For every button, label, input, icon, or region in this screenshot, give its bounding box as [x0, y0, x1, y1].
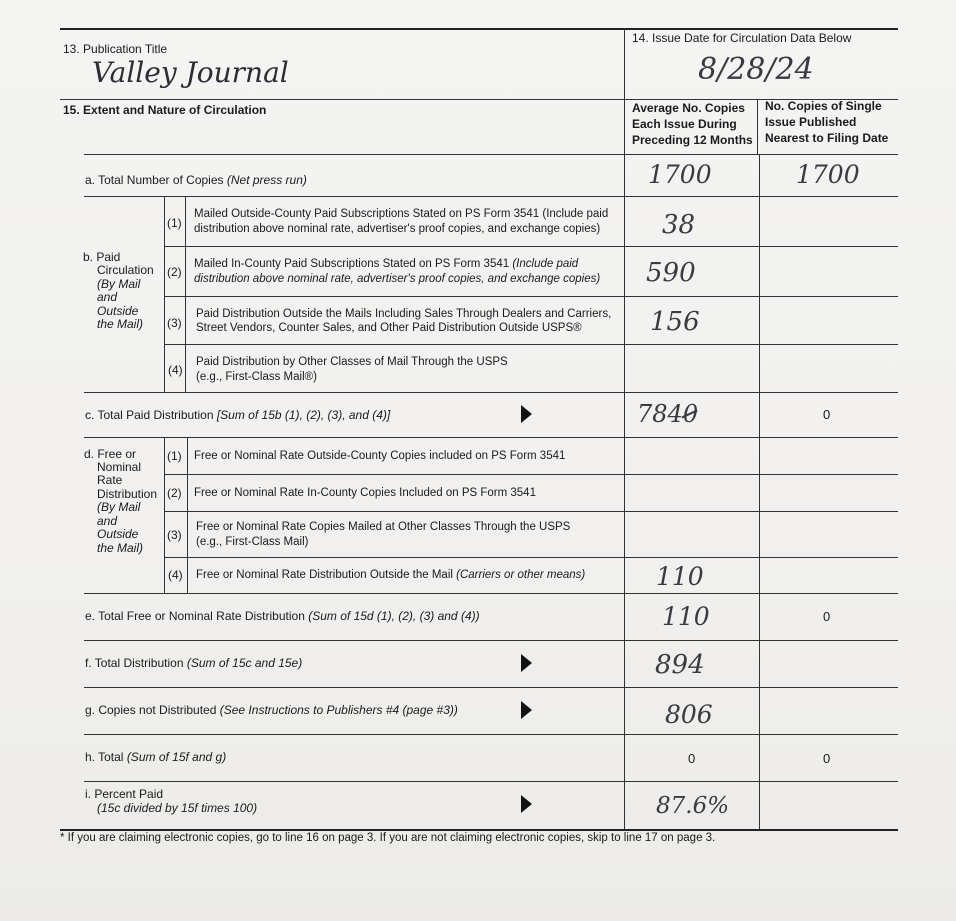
rule-b1-b2	[164, 246, 898, 247]
row-g-arrow-icon	[521, 701, 532, 719]
b2-avg: 590	[646, 258, 696, 288]
d4-number: (4)	[168, 568, 183, 582]
d-group-divider	[164, 437, 165, 593]
single-col-header-3: Nearest to Filing Date	[765, 131, 889, 145]
rule-b3-b4	[164, 344, 898, 345]
d4-avg: 110	[656, 562, 704, 591]
row-c-arrow-icon	[521, 405, 532, 423]
b1-text-1: Mailed Outside-County Paid Subscriptions Stated on PS Form 3541 (Include paid	[194, 208, 609, 220]
rule-f-top	[84, 640, 898, 641]
row-a-avg: 1700	[648, 160, 712, 189]
row-g-label: g. Copies not Distributed (See Instructions to Publishers #4 (page #3))	[85, 703, 458, 717]
d-group-line5: (By Mail	[97, 500, 141, 514]
b2-number: (2)	[167, 265, 182, 279]
rule-d2-d3	[164, 511, 898, 512]
b-group-line5: Outside	[97, 304, 139, 318]
header-divider	[624, 28, 625, 154]
avg-col-header-3: Preceding 12 Months	[632, 133, 753, 147]
b-group-line1: b. Paid	[83, 250, 121, 264]
b1-avg: 38	[662, 210, 696, 240]
footnote: * If you are claiming electronic copies, go to line 16 on page 3. If you are not claiming electronic copies, skip to line 17 on page 3.	[60, 832, 716, 844]
rule-h-top	[84, 734, 898, 735]
d-group-line1: d. Free or	[84, 447, 137, 461]
row-i-sublabel: (15c divided by 15f times 100)	[97, 801, 258, 815]
avg-col-header-2: Each Issue During	[632, 117, 737, 131]
avg-col-header-1: Average No. Copies	[632, 101, 745, 115]
rule-d3-d4	[164, 557, 898, 558]
b3-text-1: Paid Distribution Outside the Mails Including Sales Through Dealers and Carriers,	[196, 308, 612, 320]
publication-title-value: Valley Journal	[92, 56, 289, 89]
single-col-header-1: No. Copies of Single	[765, 99, 882, 113]
row-g-avg: 806	[665, 700, 713, 729]
rule-d-top	[84, 437, 898, 438]
single-col-header-2: Issue Published	[765, 115, 857, 129]
col-header-divider	[757, 99, 758, 154]
b4-text-1: Paid Distribution by Other Classes of Mail Through the USPS	[196, 356, 508, 368]
d3-text-2: (e.g., First-Class Mail)	[196, 536, 309, 548]
row-h-single: 0	[823, 751, 831, 766]
row-f-arrow-icon	[521, 654, 532, 672]
b-num-divider	[185, 196, 186, 392]
single-col-left	[759, 154, 760, 829]
section-15-label: 15. Extent and Nature of Circulation	[63, 103, 267, 117]
row-c-label: c. Total Paid Distribution [Sum of 15b (1), (2), (3), and (4)]	[85, 408, 391, 422]
b1-number: (1)	[167, 216, 182, 230]
issue-date-label: 14. Issue Date for Circulation Data Below	[632, 31, 852, 45]
row-e-label: e. Total Free or Nominal Rate Distribution (Sum of 15d (1), (2), (3) and (4))	[85, 609, 480, 623]
b2-text-1: Mailed In-County Paid Subscriptions Stated on PS Form 3541 (Include paid	[194, 258, 579, 270]
rule-e-top	[84, 593, 898, 594]
b4-text-2: (e.g., First-Class Mail®)	[196, 371, 317, 383]
row-e-avg: 110	[662, 602, 710, 631]
issue-date-value: 8/28/24	[698, 52, 814, 87]
d-group-line6: and	[97, 514, 118, 528]
row-c-struck-digit: 0	[682, 400, 699, 428]
b1-text-2: distribution above nominal rate, advertiser's proof copies, and exchange copies)	[194, 223, 601, 235]
d-group-line8: the Mail)	[97, 541, 144, 555]
d-group-line4: Distribution	[97, 487, 158, 501]
b-group-divider	[164, 196, 165, 392]
row-e-single: 0	[823, 609, 831, 624]
rule-d1-d2	[164, 474, 898, 475]
d-num-divider	[187, 437, 188, 593]
rule-b2-b3	[164, 296, 898, 297]
b3-number: (3)	[167, 316, 182, 330]
d4-text: Free or Nominal Rate Distribution Outside the Mail (Carriers or other means)	[196, 569, 586, 581]
row-h-avg: 0	[688, 751, 696, 766]
b4-number: (4)	[168, 363, 183, 377]
row-i-avg: 87.6%	[656, 793, 730, 819]
row-h-label: h. Total (Sum of 15f and g)	[85, 750, 227, 764]
row-f-label: f. Total Distribution (Sum of 15c and 15e)	[85, 656, 303, 670]
b-group-line6: the Mail)	[97, 317, 144, 331]
b2-text-2: distribution above nominal rate, advertiser's proof copies, and exchange copies)	[194, 273, 601, 285]
d3-text-1: Free or Nominal Rate Copies Mailed at Other Classes Through the USPS	[196, 521, 571, 533]
top-border	[60, 28, 898, 30]
d1-text: Free or Nominal Rate Outside-County Copies included on PS Form 3541	[194, 450, 566, 462]
b3-avg: 156	[650, 307, 700, 337]
d1-number: (1)	[167, 449, 182, 463]
publication-title-label: 13. Publication Title	[63, 42, 168, 56]
row-c-avg: 7840	[637, 400, 699, 428]
row-a-single: 1700	[796, 160, 860, 189]
b-group-line4: and	[97, 290, 118, 304]
rule-i-top	[84, 781, 898, 782]
row-i-label: i. Percent Paid	[85, 787, 164, 801]
b3-text-2: Street Vendors, Counter Sales, and Other Paid Distribution Outside USPS®	[196, 322, 582, 334]
row-f-avg: 894	[655, 650, 705, 680]
d2-text: Free or Nominal Rate In-County Copies Included on PS Form 3541	[194, 487, 536, 499]
b-group-line3: (By Mail	[97, 277, 141, 291]
rule-a-top	[84, 154, 898, 155]
rule-b-top	[84, 196, 898, 197]
row-a-label: a. Total Number of Copies (Net press run)	[85, 173, 307, 187]
d-group-line3: Rate	[97, 473, 123, 487]
b-group-line2: Circulation	[97, 263, 154, 277]
avg-col-left	[624, 154, 625, 829]
rule-c-top	[84, 392, 898, 393]
rule-g-top	[84, 687, 898, 688]
d-group-line2: Nominal	[97, 460, 142, 474]
d-group-line7: Outside	[97, 527, 139, 541]
row-c-single: 0	[823, 407, 831, 422]
d3-number: (3)	[167, 528, 182, 542]
row-i-arrow-icon	[521, 795, 532, 813]
d2-number: (2)	[167, 486, 182, 500]
